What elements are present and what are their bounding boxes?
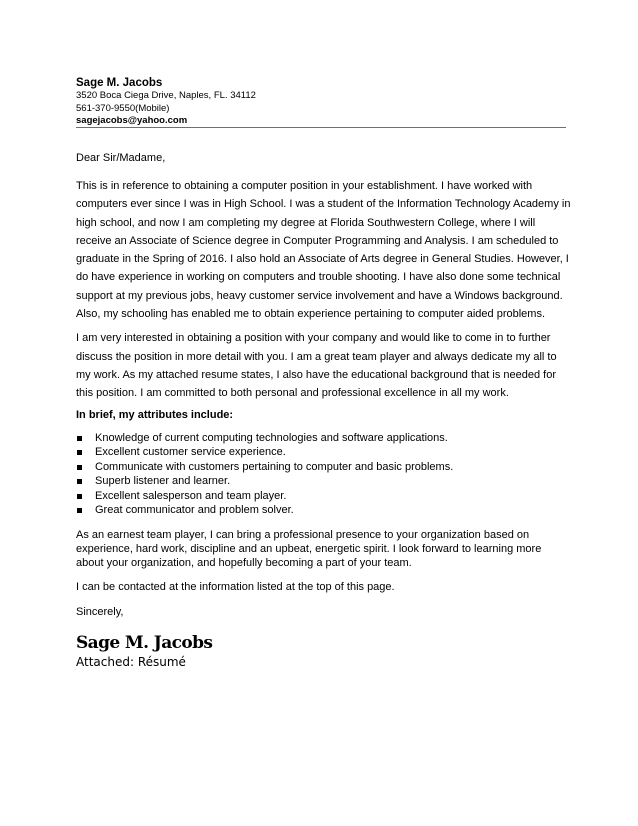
sender-email: sagejacobs@yahoo.com (76, 115, 188, 126)
paragraph-interest: I am very interested in obtaining a position with your company and would like to come in to further discuss the position in more detail with you. I am a great team player and always dedicate my all to my work. As my attached resume states, I also have the educational background that is needed for this position. I am committed to both personal and professional excellence in all my work. (76, 332, 557, 400)
closing: Sincerely, (76, 605, 124, 618)
header-divider (76, 127, 566, 128)
list-item-text: Communicate with customers pertaining to computer and basic problems. (95, 460, 454, 473)
paragraph-intro: This is in reference to obtaining a computer position in your establishment. I have worked with computers ever since I was in High School. I was a student of the Information Technology Academy in high school, and now I am completing my degree at Florida Southwestern College, where I will receive an Associate of Science degree in Computer Programming and Analysis. I am scheduled to graduate in the Spring of 2016. I also hold an Associate of Arts degree in General Studies. However, I do have experience in working on computers and trouble shooting. I have also done some technical support at my previous jobs, heavy customer service involvement and have a Windows background. Also, my schooling has enabled me to obtain experience pertaining to computer aided problems. (76, 180, 571, 321)
sender-name: Sage M. Jacobs (76, 77, 163, 89)
list-item-text: Great communicator and problem solver. (95, 504, 294, 517)
signature: Sage M. Jacobs (76, 633, 213, 654)
list-item-text: Knowledge of current computing technologies and software applications. (95, 431, 448, 444)
list-item (76, 489, 571, 504)
square-bullet-icon (77, 494, 82, 499)
letter-header (76, 76, 566, 128)
sender-address: 3520 Boca Ciega Drive, Naples, FL. 34112 (76, 90, 256, 101)
salutation: Dear Sir/Madame, (76, 152, 166, 164)
paragraph-closing: As an earnest team player, I can bring a professional presence to your organization based on experience, hard work, discipline and an upbeat, energetic spirit. I look forward to learning more about your organization, and hopefully becoming a part of your team. (76, 528, 542, 570)
list-item (76, 431, 571, 446)
list-item-text: Excellent customer service experience. (95, 446, 286, 459)
list-item (76, 445, 571, 460)
letter-body (76, 150, 571, 670)
attachment-note: Attached: Résumé (76, 655, 186, 670)
square-bullet-icon (77, 479, 82, 484)
attributes-heading: In brief, my attributes include: (76, 408, 234, 421)
list-item (76, 460, 571, 475)
square-bullet-icon (77, 436, 82, 441)
square-bullet-icon (77, 465, 82, 470)
sender-phone: 561-370-9550(Mobile) (76, 102, 170, 114)
list-item-text: Superb listener and learner. (95, 475, 231, 488)
square-bullet-icon (77, 450, 82, 455)
list-item-text: Excellent salesperson and team player. (95, 489, 287, 502)
list-item (76, 474, 571, 489)
attributes-list (76, 431, 571, 518)
contact-line: I can be contacted at the information listed at the top of this page. (76, 581, 395, 594)
square-bullet-icon (77, 508, 82, 513)
list-item (76, 503, 571, 518)
